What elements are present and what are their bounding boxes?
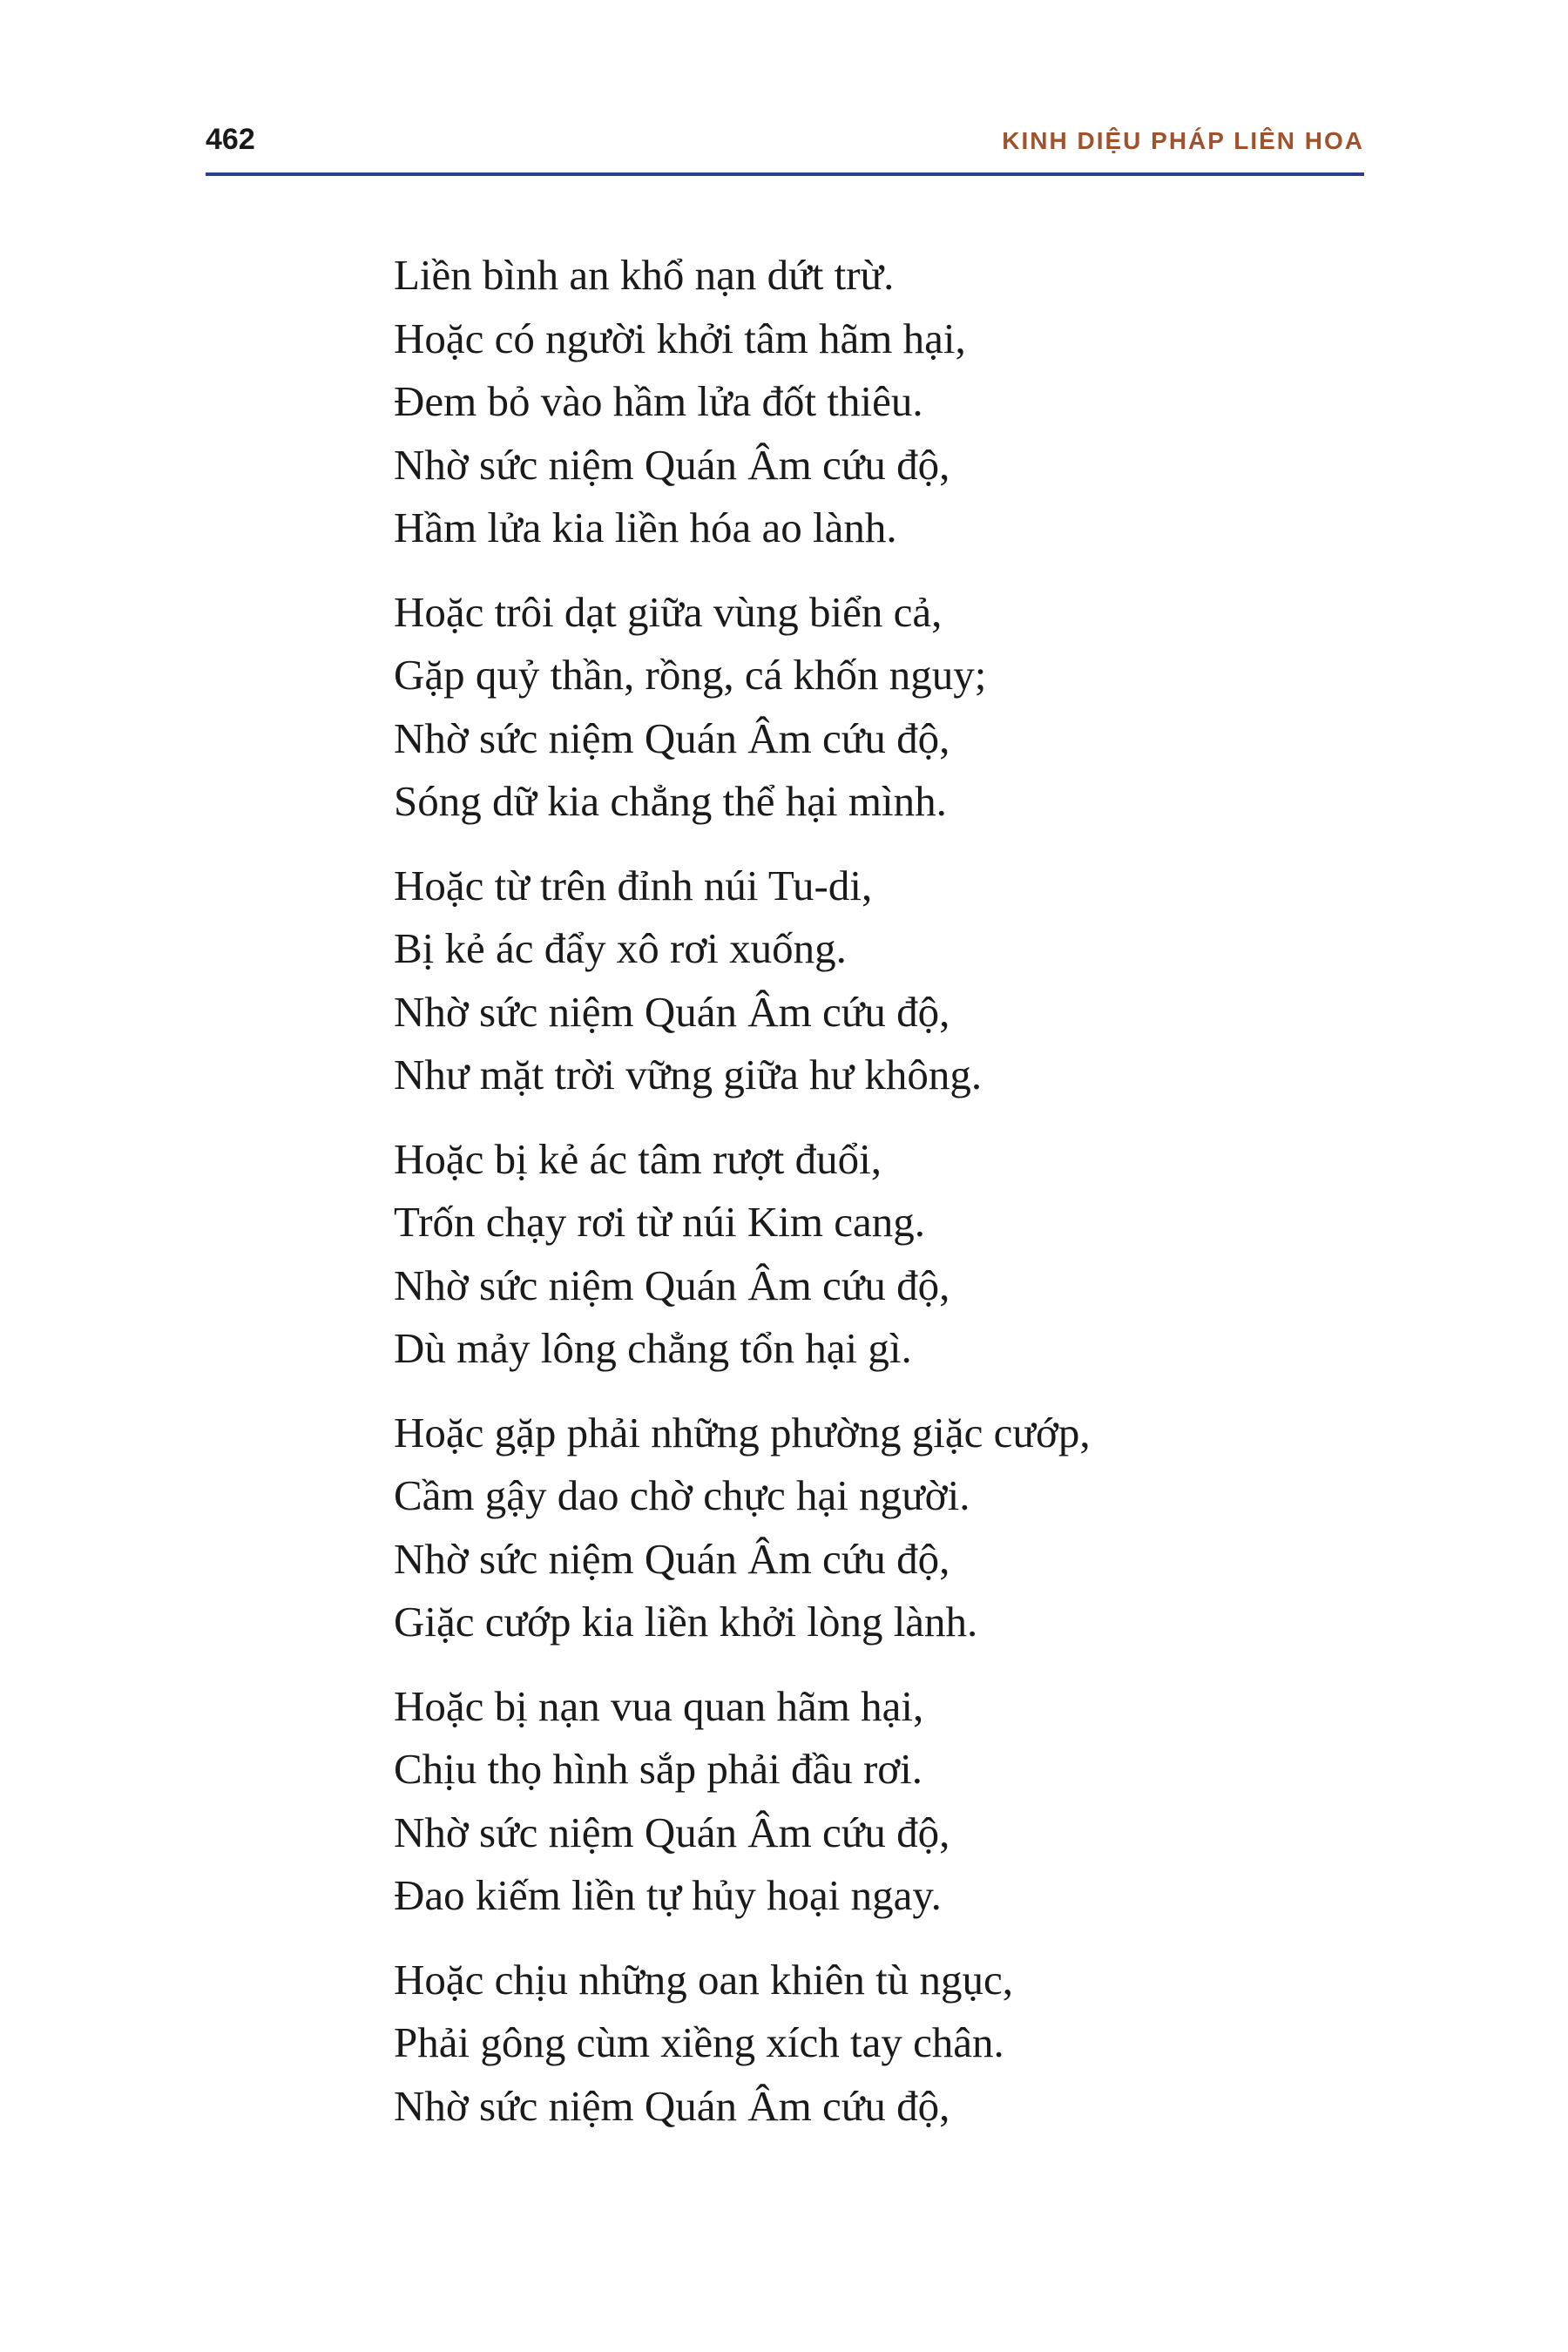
verse-line: Nhờ sức niệm Quán Âm cứu độ, xyxy=(394,1534,950,1583)
verse-line: Như mặt trời vững giữa hư không. xyxy=(394,1051,983,1098)
verse-line: Hoặc trôi dạt giữa vùng biển cả, xyxy=(394,587,943,636)
stanza xyxy=(394,581,1439,834)
verse-line: Nhờ sức niệm Quán Âm cứu độ, xyxy=(394,440,950,489)
running-title: KINH DIỆU PHÁP LIÊN HOA xyxy=(1002,127,1364,154)
stanza xyxy=(394,1402,1439,1654)
verse-line: Bị kẻ ác đẩy xô rơi xuống. xyxy=(394,924,847,972)
page-header xyxy=(206,122,1364,178)
verse-line: Nhờ sức niệm Quán Âm cứu độ, xyxy=(394,987,950,1036)
verse-line: Nhờ sức niệm Quán Âm cứu độ, xyxy=(394,2081,950,2130)
verse-line: Cầm gậy dao chờ chực hại người. xyxy=(394,1471,970,1519)
stanza xyxy=(394,1128,1439,1381)
verse-line: Dù mảy lông chẳng tổn hại gì. xyxy=(394,1324,912,1372)
stanza xyxy=(394,1675,1439,1928)
verse-line: Đem bỏ vào hầm lửa đốt thiêu. xyxy=(394,377,923,425)
stanza xyxy=(394,1949,1439,2139)
verse-line: Hoặc chịu những oan khiên tù ngục, xyxy=(394,1955,1014,2004)
verse-line: Giặc cướp kia liền khởi lòng lành. xyxy=(394,1598,978,1646)
verse-line: Hoặc gặp phải những phường giặc cướp, xyxy=(394,1408,1091,1456)
stanza xyxy=(394,855,1439,1107)
verse-line: Nhờ sức niệm Quán Âm cứu độ, xyxy=(394,1808,950,1856)
verse-line: Hoặc bị kẻ ác tâm rượt đuổi, xyxy=(394,1134,882,1183)
verse-line: Sóng dữ kia chẳng thể hại mình. xyxy=(394,777,947,825)
verse-line: Hoặc có người khởi tâm hãm hại, xyxy=(394,314,966,362)
stanza xyxy=(394,244,1439,560)
verse-line: Đao kiếm liền tự hủy hoại ngay. xyxy=(394,1871,942,1919)
verse-line: Hầm lửa kia liền hóa ao lành. xyxy=(394,504,897,551)
verse-line: Phải gông cùm xiềng xích tay chân. xyxy=(394,2018,1004,2066)
verse-line: Hoặc từ trên đỉnh núi Tu-di, xyxy=(394,861,873,909)
verse-line: Liền bình an khổ nạn dứt trừ. xyxy=(394,251,895,299)
verse-line: Gặp quỷ thần, rồng, cá khốn nguy; xyxy=(394,651,987,699)
verse-line: Trốn chạy rơi từ núi Kim cang. xyxy=(394,1198,926,1246)
header-rule xyxy=(206,172,1364,176)
poem-body xyxy=(394,244,1439,2159)
verse-line: Hoặc bị nạn vua quan hãm hại, xyxy=(394,1681,924,1730)
verse-line: Chịu thọ hình sắp phải đầu rơi. xyxy=(394,1745,923,1793)
verse-line: Nhờ sức niệm Quán Âm cứu độ, xyxy=(394,713,950,762)
verse-line: Nhờ sức niệm Quán Âm cứu độ, xyxy=(394,1260,950,1309)
page-number: 462 xyxy=(206,123,255,156)
